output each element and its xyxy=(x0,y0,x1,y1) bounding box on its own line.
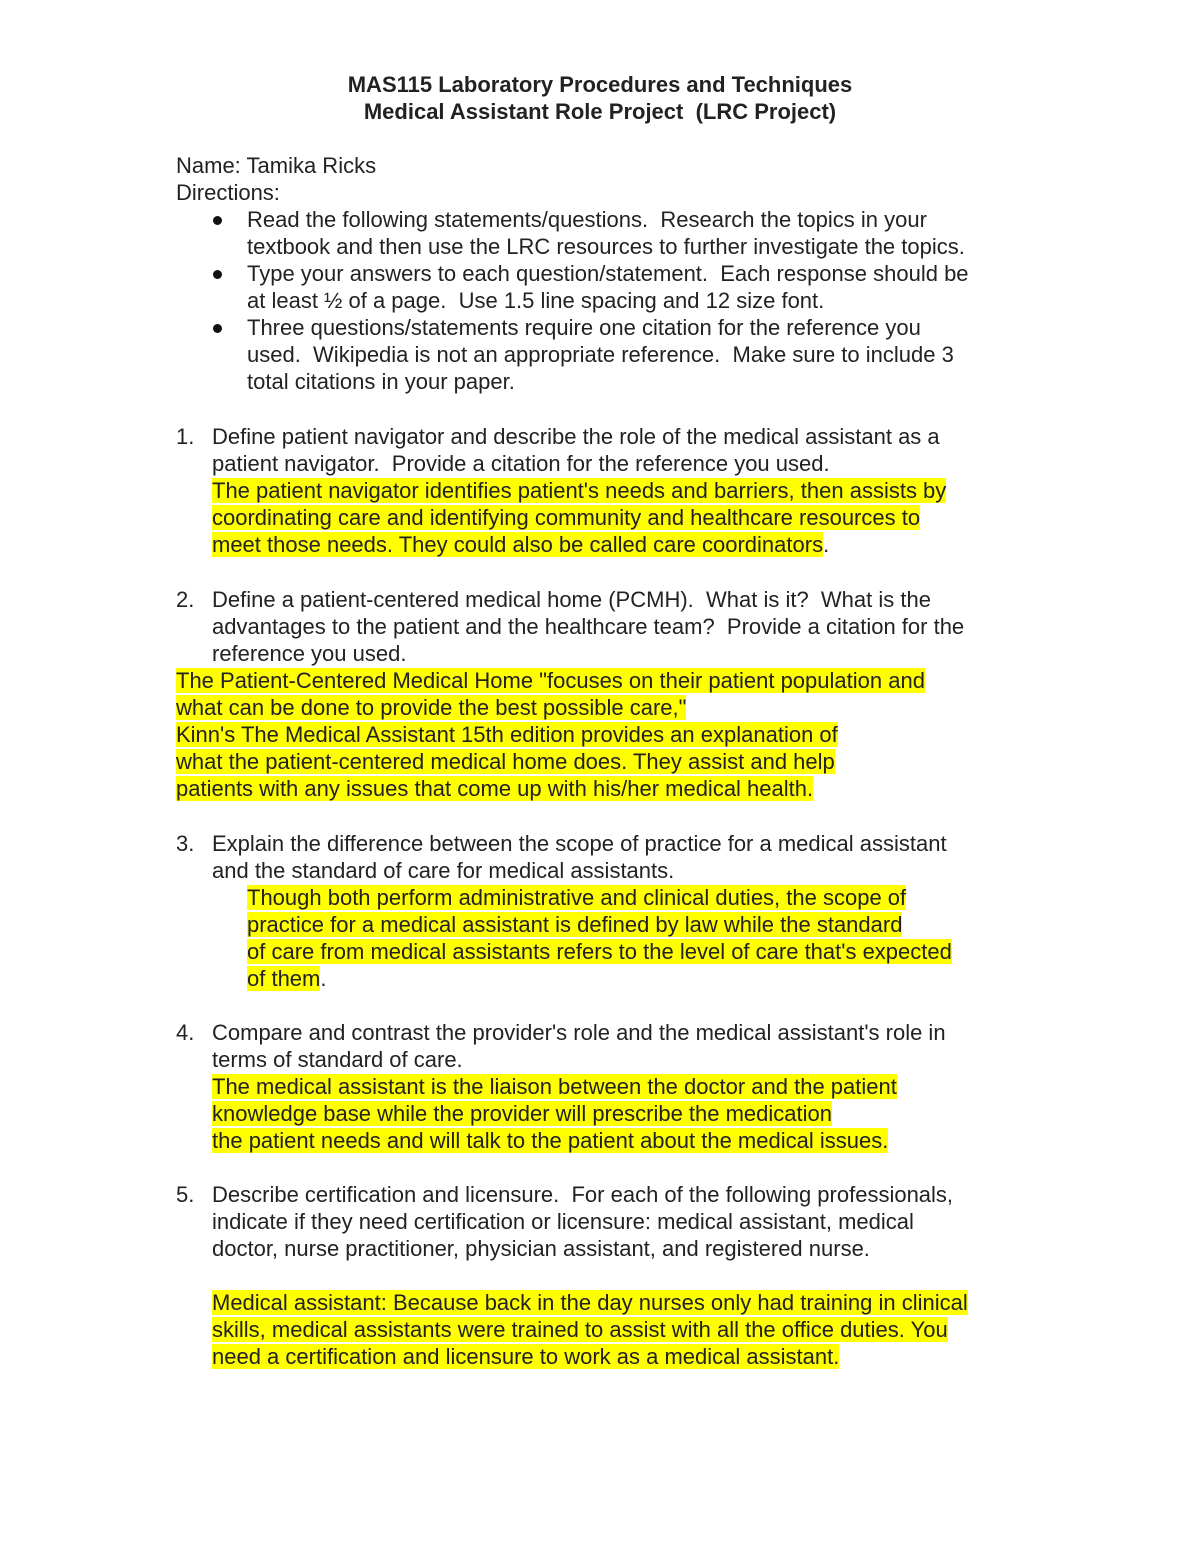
answer-text: what can be done to provide the best possible care," xyxy=(176,695,687,720)
bullet-text: Read the following statements/questions. Research the topics in your xyxy=(247,207,927,232)
bullet-icon xyxy=(213,324,222,333)
answer-text: skills, medical assistants were trained to assist with all the office duties. You xyxy=(212,1317,948,1342)
answer-text: of them. xyxy=(247,966,327,991)
bullet-text: textbook and then use the LRC resources to further investigate the topics. xyxy=(247,234,965,259)
question-number: 1. xyxy=(176,424,195,449)
question-text: indicate if they need certification or licensure: medical assistant, medical xyxy=(212,1209,914,1234)
question-text: terms of standard of care. xyxy=(212,1047,463,1072)
answer-text: The medical assistant is the liaison between the doctor and the patient xyxy=(212,1074,897,1099)
question-number: 5. xyxy=(176,1182,195,1207)
bullet-text: used. Wikipedia is not an appropriate reference. Make sure to include 3 xyxy=(247,342,954,367)
bullet-icon xyxy=(213,216,222,225)
bullet-text: at least ½ of a page. Use 1.5 line spacing and 12 size font. xyxy=(247,288,825,313)
question-text: Compare and contrast the provider's role and the medical assistant's role in xyxy=(212,1020,946,1045)
question-text: and the standard of care for medical assistants. xyxy=(212,858,675,883)
question-text: Define patient navigator and describe the role of the medical assistant as a xyxy=(212,424,940,449)
question-text: advantages to the patient and the healthcare team? Provide a citation for the xyxy=(212,614,965,639)
answer-text: coordinating care and identifying community and healthcare resources to xyxy=(212,505,921,530)
answer-text: practice for a medical assistant is defined by law while the standard xyxy=(247,912,903,937)
doc-subtitle: Medical Assistant Role Project (LRC Project) xyxy=(363,99,837,124)
question-text: doctor, nurse practitioner, physician assistant, and registered nurse. xyxy=(212,1236,870,1261)
answer-text: The patient navigator identifies patient's needs and barriers, then assists by xyxy=(212,478,947,503)
answer-text: need a certification and licensure to work as a medical assistant. xyxy=(212,1344,840,1369)
question-text: Explain the difference between the scope of practice for a medical assistant xyxy=(212,831,947,856)
bullet-text: Three questions/statements require one citation for the reference you xyxy=(247,315,921,340)
bullet-text: total citations in your paper. xyxy=(247,369,515,394)
question-number: 4. xyxy=(176,1020,195,1045)
answer-text: patients with any issues that come up with his/her medical health. xyxy=(176,776,814,801)
answer-text: Kinn's The Medical Assistant 15th edition provides an explanation of xyxy=(176,722,838,747)
answer-text: The Patient-Centered Medical Home "focuses on their patient population and xyxy=(176,668,925,693)
answer-text: of care from medical assistants refers to the level of care that's expected xyxy=(247,939,952,964)
answer-text: meet those needs. They could also be called care coordinators. xyxy=(212,532,830,557)
question-text: patient navigator. Provide a citation for the reference you used. xyxy=(212,451,830,476)
bullet-text: Type your answers to each question/statement. Each response should be xyxy=(247,261,969,286)
directions-label: Directions: xyxy=(176,180,280,205)
answer-text: Though both perform administrative and clinical duties, the scope of xyxy=(247,885,907,910)
question-number: 3. xyxy=(176,831,195,856)
student-name: Name: Tamika Ricks xyxy=(176,153,377,178)
question-text: reference you used. xyxy=(212,641,407,666)
question-number: 2. xyxy=(176,587,195,612)
answer-text: what the patient-centered medical home does. They assist and help xyxy=(176,749,835,774)
answer-text: Medical assistant: Because back in the day nurses only had training in clinical xyxy=(212,1290,968,1315)
answer-text: the patient needs and will talk to the patient about the medical issues. xyxy=(212,1128,889,1153)
question-text: Define a patient-centered medical home (PCMH). What is it? What is the xyxy=(212,587,931,612)
question-text: Describe certification and licensure. For each of the following professionals, xyxy=(212,1182,954,1207)
bullet-icon xyxy=(213,270,222,279)
doc-title: MAS115 Laboratory Procedures and Techniques xyxy=(347,72,853,97)
answer-text: knowledge base while the provider will prescribe the medication xyxy=(212,1101,832,1126)
